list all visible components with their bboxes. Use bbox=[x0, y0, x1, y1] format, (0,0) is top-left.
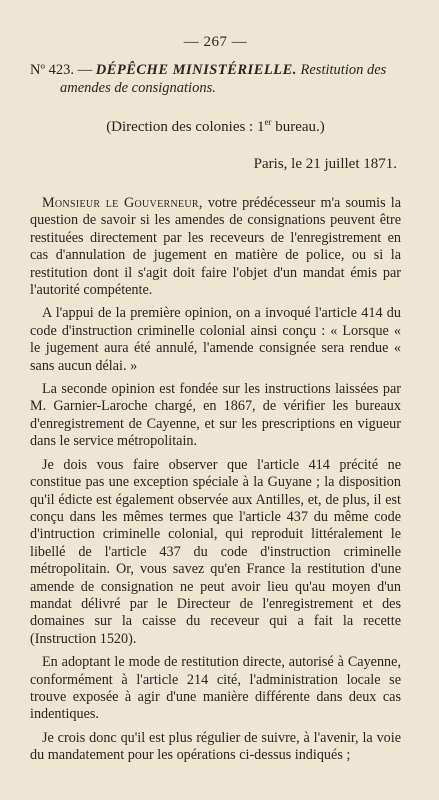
paragraph-1-text: votre prédécesseur m'a soumis la question de savoir si les amendes de consignations peuvent être restituées directement par les receveurs de l'enregistrement en cas d'annulation de jugement en matière de police, ou si la restitution dont il s'agit doit faire l'objet d'un mandat émis par l'autorité compétente. bbox=[30, 195, 401, 299]
paragraph-1 bbox=[30, 195, 401, 299]
document-number: Nº 423. bbox=[30, 62, 74, 78]
paragraph-4: Je dois vous faire observer que l'article 414 précité ne constitue pas une exception spéciale à la Guyane ; la disposition qu'il édicte est également observée aux Antilles, et, de plus, il est conçu dans les mêmes termes que l'article 437 du même code d'intruction criminelle colonial, qui reproduit littéralement le libellé de l'article 437 du code d'instruction criminelle métropolitain. Or, vous savez qu'en France la restitution d'une amende de consignation ne peut avoir lieu qu'au moyen d'un mandat délivré par le Directeur de l'enregistrement et des domaines sur la caisse du receveur qui a fait la recette (Instruction 1520). bbox=[30, 456, 401, 647]
direction-text: (Direction des colonies : 1 bbox=[106, 119, 265, 135]
paragraph-3: La seconde opinion est fondée sur les instructions laissées par M. Garnier-Laroche chargé, en 1867, de vérifier les bureaux d'enregistrement de Cayenne, et sur les prescriptions en vigueur dans le service métropolitain. bbox=[30, 381, 401, 450]
document-heading bbox=[30, 61, 401, 97]
direction-line bbox=[30, 117, 401, 136]
paragraph-5: En adoptant le mode de restitution directe, autorisé à Cayenne, conformément à l'article 214 cité, l'administration locale se trouve exposée à agir d'une manière différente dans deux cas indentiques. bbox=[30, 654, 401, 723]
dateline: Paris, le 21 juillet 1871. bbox=[253, 156, 397, 172]
page-number: — 267 — bbox=[183, 34, 248, 50]
document-subject: Restitution des bbox=[300, 62, 387, 78]
document-type: DÉPÊCHE MINISTÉRIELLE. bbox=[95, 62, 297, 78]
salutation: Monsieur le Gouverneur, bbox=[42, 195, 203, 211]
direction-tail: bureau.) bbox=[271, 119, 325, 135]
paragraph-2: A l'appui de la première opinion, on a invoqué l'article 414 du code d'instruction criminelle colonial ainsi conçu : « Lorsque « le jugement aura été annulé, l'amende consignée sera rendue « sans aucun délai. » bbox=[30, 305, 401, 374]
direction-ordinal: er bbox=[264, 117, 272, 127]
document-subject-continued: amendes de consignations. bbox=[60, 80, 216, 96]
paragraph-6: Je crois donc qu'il est plus régulier de suivre, à l'avenir, la voie du mandatement pour les opérations ci-dessus indiqués ; bbox=[30, 729, 401, 764]
heading-dash: — bbox=[77, 62, 93, 78]
